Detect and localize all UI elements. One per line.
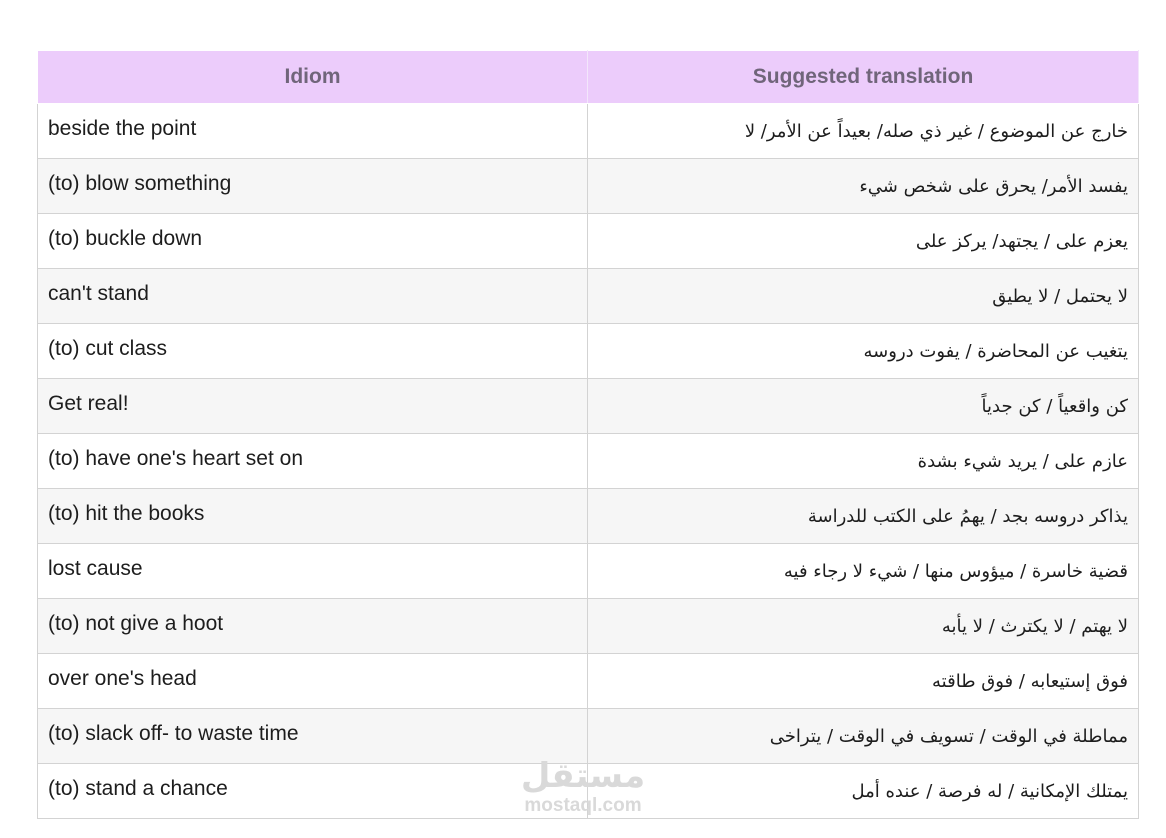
idiom-cell: lost cause [38, 544, 588, 599]
watermark-latin: mostaql.com [524, 795, 642, 816]
translation-cell: يمتلك الإمكانية / له فرصة / عنده أمل [588, 764, 1139, 819]
idiom-cell: (to) cut class [38, 324, 588, 379]
table-row [38, 159, 1139, 214]
translation-cell: كن واقعياً / كن جدياً [588, 379, 1139, 434]
idiom-cell: (to) not give a hoot [38, 599, 588, 654]
table-row [38, 434, 1139, 489]
translation-cell: فوق إستيعابه / فوق طاقته [588, 654, 1139, 709]
column-header-idiom: Idiom [38, 51, 588, 104]
table-row [38, 709, 1139, 764]
table-row [38, 214, 1139, 269]
idiom-cell: (to) blow something [38, 159, 588, 214]
translation-cell: عازم على / يريد شيء بشدة [588, 434, 1139, 489]
idioms-table [37, 50, 1139, 819]
translation-cell: قضية خاسرة / ميؤوس منها / شيء لا رجاء فيه [588, 544, 1139, 599]
table-row [38, 324, 1139, 379]
idiom-cell: (to) have one's heart set on [38, 434, 588, 489]
table-row [38, 489, 1139, 544]
translation-cell: لا يحتمل / لا يطيق [588, 269, 1139, 324]
idiom-cell: can't stand [38, 269, 588, 324]
table-row [38, 654, 1139, 709]
idiom-cell: (to) buckle down [38, 214, 588, 269]
translation-cell: يفسد الأمر/ يحرق على شخص شيء [588, 159, 1139, 214]
idiom-cell: (to) slack off- to waste time [38, 709, 588, 764]
idiom-cell: over one's head [38, 654, 588, 709]
table-row [38, 764, 1139, 819]
table-row [38, 104, 1139, 159]
idiom-cell: (to) hit the books [38, 489, 588, 544]
idiom-cell: beside the point [38, 104, 588, 159]
watermark-arabic: مستقل [520, 756, 646, 796]
translation-cell: يذاكر دروسه بجد / يهمُ على الكتب للدراسة [588, 489, 1139, 544]
translation-cell: يعزم على / يجتهد/ يركز على [588, 214, 1139, 269]
table-row [38, 269, 1139, 324]
idiom-cell: Get real! [38, 379, 588, 434]
translation-cell: خارج عن الموضوع / غير ذي صله/ بعيداً عن الأمر/ لا [588, 104, 1139, 159]
translation-cell: مماطلة في الوقت / تسويف في الوقت / يتراخى [588, 709, 1139, 764]
table-row [38, 599, 1139, 654]
idiom-cell: (to) stand a chance [38, 764, 588, 819]
translation-cell: لا يهتم / لا يكترث / لا يأبه [588, 599, 1139, 654]
table-row [38, 544, 1139, 599]
table-row [38, 379, 1139, 434]
column-header-translation: Suggested translation [588, 51, 1139, 104]
translation-cell: يتغيب عن المحاضرة / يفوت دروسه [588, 324, 1139, 379]
table-header-row [38, 51, 1139, 104]
